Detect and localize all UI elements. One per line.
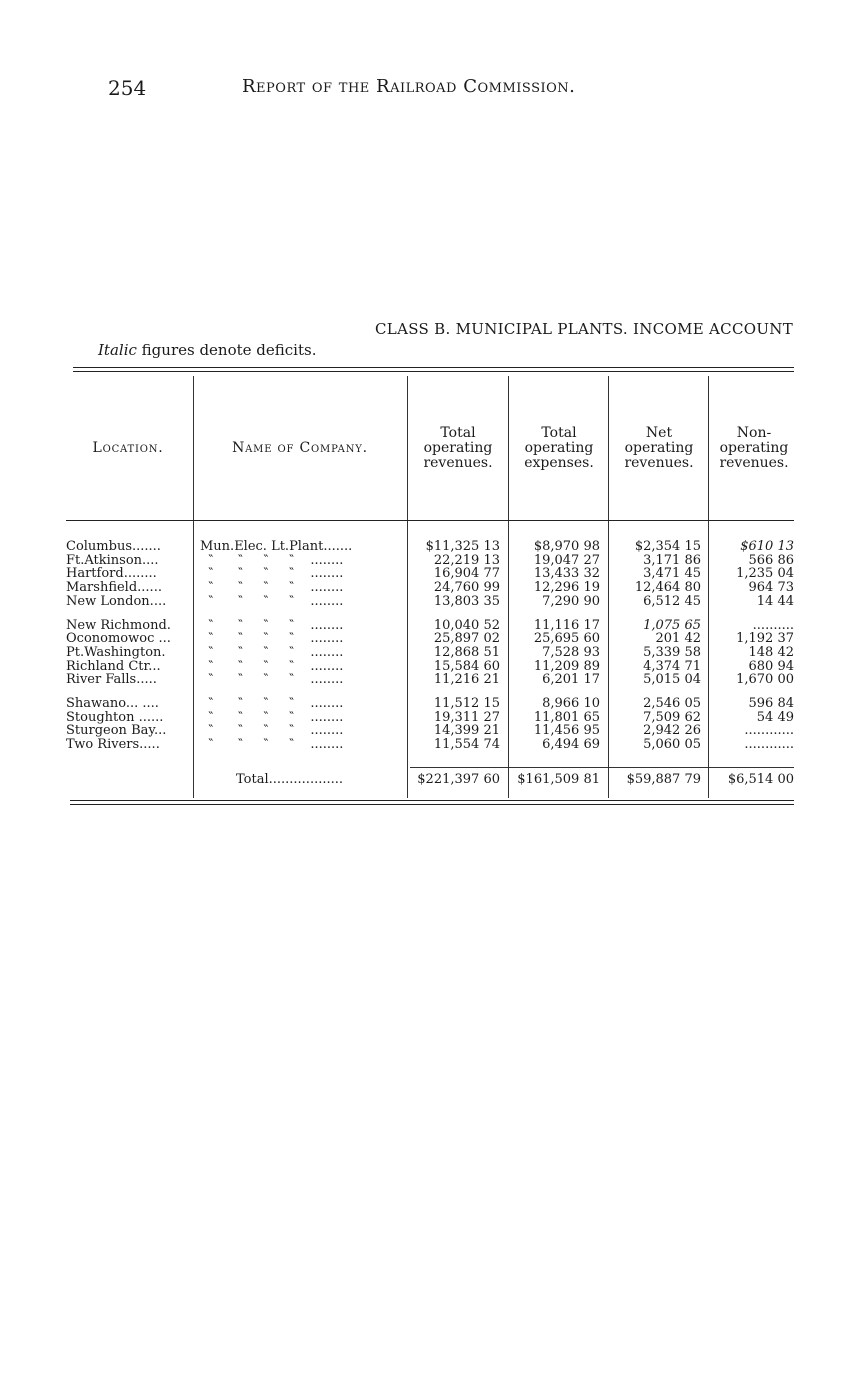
header-line: Non- [736, 425, 772, 441]
company-cell: ‶ ‶ ‶ ‶ ........ [200, 553, 344, 568]
net-operating-revenues-cell: 12,464 80 [634, 581, 701, 596]
total-operating-revenues-cell: 12,868 51 [433, 645, 500, 660]
net-operating-revenues-cell: 5,015 04 [643, 673, 701, 688]
company-cell: ‶ ‶ ‶ ‶ ........ [200, 594, 344, 609]
italic-note [98, 341, 316, 359]
location-cell: Two Rivers..... [66, 738, 160, 753]
header-location: Location. [92, 440, 164, 456]
header-line: revenues. [719, 455, 789, 471]
header-line: operating [423, 440, 493, 456]
header-line: operating [719, 440, 789, 456]
total-operating-revenues-cell: 16,904 77 [433, 567, 500, 582]
total-operating-revenues-cell: 25,897 02 [433, 632, 500, 647]
non-operating-revenues-cell: 1,670 00 [736, 673, 794, 688]
table-row [0, 697, 867, 711]
total-c4: $6,514 00 [727, 772, 794, 787]
net-operating-revenues-cell: 4,374 71 [643, 659, 701, 674]
non-operating-revenues-cell: $610 13 [740, 540, 794, 554]
non-operating-revenues-cell: 964 73 [748, 581, 794, 596]
table-row [0, 738, 867, 752]
net-operating-revenues-cell: 5,339 58 [643, 645, 701, 660]
company-cell: ‶ ‶ ‶ ‶ ........ [200, 673, 344, 688]
total-operating-revenues-cell: 22,219 13 [433, 553, 500, 568]
total-operating-revenues-cell: 10,040 52 [433, 618, 500, 633]
header-total-operating-revenues [408, 426, 508, 471]
header-line: revenues. [624, 455, 694, 471]
company-cell: ‶ ‶ ‶ ‶ ........ [200, 724, 344, 739]
table-title: CLASS B. MUNICIPAL PLANTS. INCOME ACCOUNT [375, 320, 793, 338]
table-row [0, 632, 867, 646]
net-operating-revenues-cell: 7,509 62 [643, 710, 701, 725]
net-operating-revenues-cell: 2,546 05 [643, 697, 701, 711]
header-company: Name of Company. [232, 440, 368, 456]
note-italic-word: Italic [98, 341, 137, 359]
non-operating-revenues-cell: ............ [744, 738, 794, 753]
header-total-operating-expenses [509, 426, 609, 471]
header-line: expenses. [524, 455, 594, 471]
total-row [0, 772, 867, 787]
net-operating-revenues-cell: $2,354 15 [634, 540, 701, 554]
table-row [0, 595, 867, 609]
total-operating-expenses-cell: 6,494 69 [542, 738, 600, 753]
company-cell: ‶ ‶ ‶ ‶ ........ [200, 632, 344, 647]
total-operating-expenses-cell: 19,047 27 [533, 553, 600, 568]
company-cell: ‶ ‶ ‶ ‶ ........ [200, 567, 344, 582]
location-cell: New London.... [66, 594, 167, 609]
location-cell: Stoughton ...... [66, 710, 164, 725]
total-operating-expenses-cell: 11,209 89 [533, 659, 600, 674]
total-operating-revenues-cell: $11,325 13 [425, 540, 500, 554]
total-operating-revenues-cell: 19,311 27 [433, 710, 500, 725]
header-net-operating-revenues [609, 426, 709, 471]
net-operating-revenues-cell: 1,075 65 [643, 618, 701, 633]
non-operating-revenues-cell: 1,192 37 [736, 632, 794, 647]
total-c3: $59,887 79 [626, 772, 701, 787]
total-operating-revenues-cell: 24,760 99 [433, 581, 500, 596]
net-operating-revenues-cell: 5,060 05 [643, 738, 701, 753]
total-operating-revenues-cell: 15,584 60 [433, 659, 500, 674]
non-operating-revenues-cell: 14 44 [756, 594, 794, 609]
header-line: revenues. [423, 455, 493, 471]
total-operating-expenses-cell: 11,456 95 [533, 724, 600, 739]
header-line: Net [645, 425, 673, 441]
top-rule [73, 367, 794, 368]
table-row [0, 711, 867, 725]
bottom-rule [70, 800, 794, 801]
company-cell: ‶ ‶ ‶ ‶ ........ [200, 659, 344, 674]
company-cell: ‶ ‶ ‶ ‶ ........ [200, 697, 344, 711]
company-cell: ‶ ‶ ‶ ‶ ........ [200, 581, 344, 596]
net-operating-revenues-cell: 201 42 [655, 632, 701, 647]
location-cell: River Falls..... [66, 673, 157, 688]
company-cell: ‶ ‶ ‶ ‶ ........ [200, 618, 344, 633]
company-cell: ‶ ‶ ‶ ‶ ........ [200, 710, 344, 725]
header-rule [66, 520, 794, 521]
table-row [0, 581, 867, 595]
bottom-rule-2 [70, 804, 794, 805]
non-operating-revenues-cell: 1,235 04 [736, 567, 794, 582]
total-operating-expenses-cell: 7,290 90 [542, 594, 600, 609]
table-row [0, 540, 867, 554]
top-rule-2 [73, 371, 794, 372]
table-row [0, 646, 867, 660]
table-row [0, 554, 867, 568]
header-line: Total [440, 425, 476, 441]
net-operating-revenues-cell: 2,942 26 [643, 724, 701, 739]
total-operating-expenses-cell: 25,695 60 [533, 632, 600, 647]
non-operating-revenues-cell: .......... [752, 618, 794, 633]
location-cell: New Richmond. [66, 618, 171, 633]
table-row [0, 673, 867, 687]
total-operating-expenses-cell: $8,970 98 [533, 540, 600, 554]
total-operating-expenses-cell: 6,201 17 [542, 673, 600, 688]
total-c1: $221,397 60 [417, 772, 500, 787]
company-cell: Mun.Elec. Lt.Plant....... [200, 540, 353, 554]
header-line: Total [541, 425, 577, 441]
location-cell: Hartford........ [66, 567, 157, 582]
location-cell: Sturgeon Bay... [66, 724, 167, 739]
net-operating-revenues-cell: 3,171 86 [643, 553, 701, 568]
header-non-operating-revenues [709, 426, 799, 471]
total-operating-revenues-cell: 13,803 35 [433, 594, 500, 609]
total-c2: $161,509 81 [517, 772, 600, 787]
location-cell: Ft.Atkinson.... [66, 553, 159, 568]
location-cell: Richland Ctr... [66, 659, 161, 674]
location-cell: Columbus....... [66, 540, 161, 554]
total-rule [410, 767, 794, 768]
location-cell: Oconomowoc ... [66, 632, 171, 647]
table-row [0, 724, 867, 738]
location-cell: Marshfield...... [66, 581, 162, 596]
total-operating-expenses-cell: 8,966 10 [542, 697, 600, 711]
non-operating-revenues-cell: 596 84 [748, 697, 794, 711]
total-operating-revenues-cell: 11,512 15 [433, 697, 500, 711]
total-operating-revenues-cell: 11,216 21 [433, 673, 500, 688]
total-operating-revenues-cell: 11,554 74 [433, 738, 500, 753]
non-operating-revenues-cell: 148 42 [748, 645, 794, 660]
non-operating-revenues-cell: 54 49 [756, 710, 794, 725]
total-operating-expenses-cell: 7,528 93 [542, 645, 600, 660]
table-row [0, 619, 867, 633]
page-number: 254 [108, 76, 147, 100]
running-title: Report of the Railroad Commission. [242, 76, 576, 97]
header-line: operating [524, 440, 594, 456]
location-cell: Shawano... .... [66, 697, 159, 711]
location-cell: Pt.Washington. [66, 645, 166, 660]
header-line: operating [624, 440, 694, 456]
company-cell: ‶ ‶ ‶ ‶ ........ [200, 738, 344, 753]
company-cell: ‶ ‶ ‶ ‶ ........ [200, 645, 344, 660]
table-row [0, 567, 867, 581]
total-operating-expenses-cell: 11,801 65 [533, 710, 600, 725]
note-text: figures denote deficits. [136, 341, 317, 359]
net-operating-revenues-cell: 6,512 45 [643, 594, 701, 609]
total-label: Total.................. [236, 772, 344, 787]
total-operating-expenses-cell: 12,296 19 [533, 581, 600, 596]
total-operating-expenses-cell: 11,116 17 [533, 618, 600, 633]
non-operating-revenues-cell: 680 94 [748, 659, 794, 674]
total-operating-expenses-cell: 13,433 32 [533, 567, 600, 582]
non-operating-revenues-cell: 566 86 [748, 553, 794, 568]
non-operating-revenues-cell: ............ [744, 724, 794, 739]
net-operating-revenues-cell: 3,471 45 [643, 567, 701, 582]
table-row [0, 660, 867, 674]
total-operating-revenues-cell: 14,399 21 [433, 724, 500, 739]
